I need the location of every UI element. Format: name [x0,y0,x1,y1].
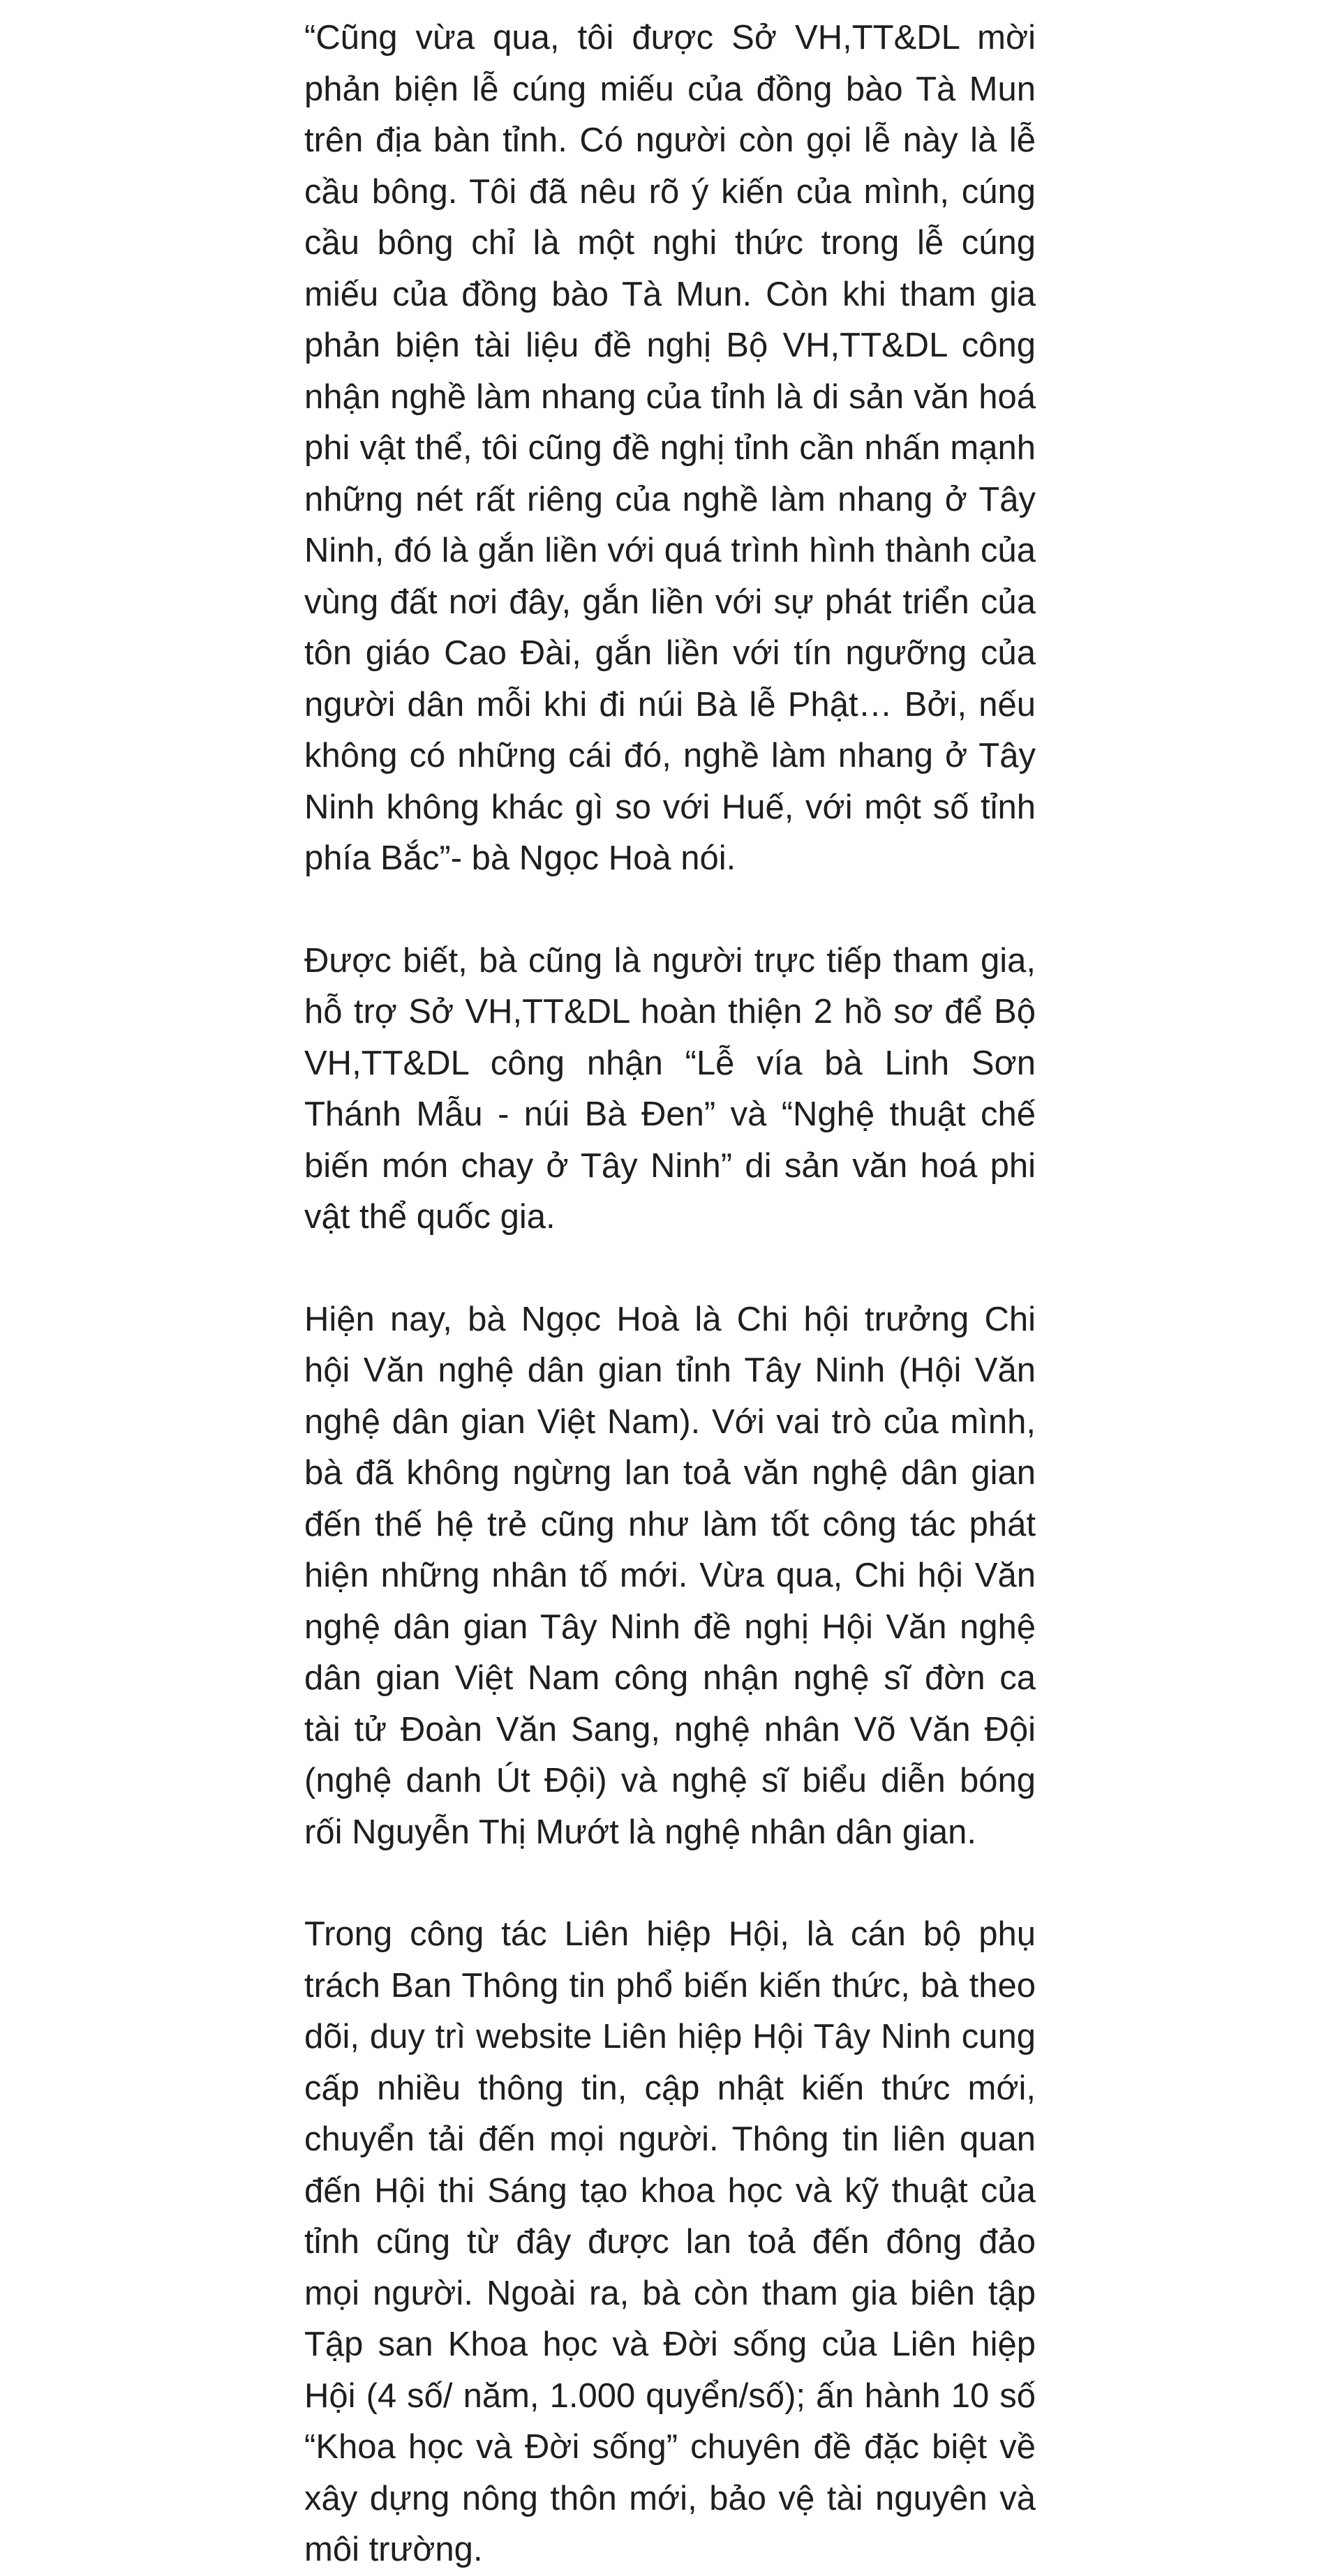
article-paragraph-1: “Cũng vừa qua, tôi được Sở VH,TT&DL mời phản biện lễ cúng miếu của đồng bào Tà Mun trên địa bàn tỉnh. Có người còn gọi lễ này là lễ cầu bông. Tôi đã nêu rõ ý kiến của mình, cúng cầu bông chỉ là một nghi thức trong lễ cúng miếu của đồng bào Tà Mun. Còn khi tham gia phản biện tài liệu đề nghị Bộ VH,TT&DL công nhận nghề làm nhang của tỉnh là di sản văn hoá phi vật thể, tôi cũng đề nghị tỉnh cần nhấn mạnh những nét rất riêng của nghề làm nhang ở Tây Ninh, đó là gắn liền với quá trình hình thành của vùng đất nơi đây, gắn liền với sự phát triển của tôn giáo Cao Đài, gắn liền với tín ngưỡng của người dân mỗi khi đi núi Bà lễ Phật… Bởi, nếu không có những cái đó, nghề làm nhang ở Tây Ninh không khác gì so với Huế, với một số tỉnh phía Bắc”- bà Ngọc Hoà nói. [304,19,1036,877]
article-body [304,13,1036,2576]
article-paragraph-4: Trong công tác Liên hiệp Hội, là cán bộ phụ trách Ban Thông tin phổ biến kiến thức, bà theo dõi, duy trì website Liên hiệp Hội Tây Ninh cung cấp nhiều thông tin, cập nhật kiến thức mới, chuyển tải đến mọi người. Thông tin liên quan đến Hội thi Sáng tạo khoa học và kỹ thuật của tỉnh cũng từ đây được lan toả đến đông đảo mọi người. Ngoài ra, bà còn tham gia biên tập Tập san Khoa học và Đời sống của Liên hiệp Hội (4 số/ năm, 1.000 quyển/số); ấn hành 10 số “Khoa học và Đời sống” chuyên đề đặc biệt về xây dựng nông thôn mới, bảo vệ tài nguyên và môi trường. [304,1915,1036,2568]
article-paragraph-3: Hiện nay, bà Ngọc Hoà là Chi hội trưởng Chi hội Văn nghệ dân gian tỉnh Tây Ninh (Hội Văn nghệ dân gian Việt Nam). Với vai trò của mình, bà đã không ngừng lan toả văn nghệ dân gian đến thế hệ trẻ cũng như làm tốt công tác phát hiện những nhân tố mới. Vừa qua, Chi hội Văn nghệ dân gian Tây Ninh đề nghị Hội Văn nghệ dân gian Việt Nam công nhận nghệ sĩ đờn ca tài tử Đoàn Văn Sang, nghệ nhân Võ Văn Đội (nghệ danh Út Đội) và nghệ sĩ biểu diễn bóng rối Nguyễn Thị Mướt là nghệ nhân dân gian. [304,1300,1036,1851]
article-paragraph-2: Được biết, bà cũng là người trực tiếp tham gia, hỗ trợ Sở VH,TT&DL hoàn thiện 2 hồ sơ để Bộ VH,TT&DL công nhận “Lễ vía bà Linh Sơn Thánh Mẫu - núi Bà Đen” và “Nghệ thuật chế biến món chay ở Tây Ninh” di sản văn hoá phi vật thể quốc gia. [304,941,1036,1236]
